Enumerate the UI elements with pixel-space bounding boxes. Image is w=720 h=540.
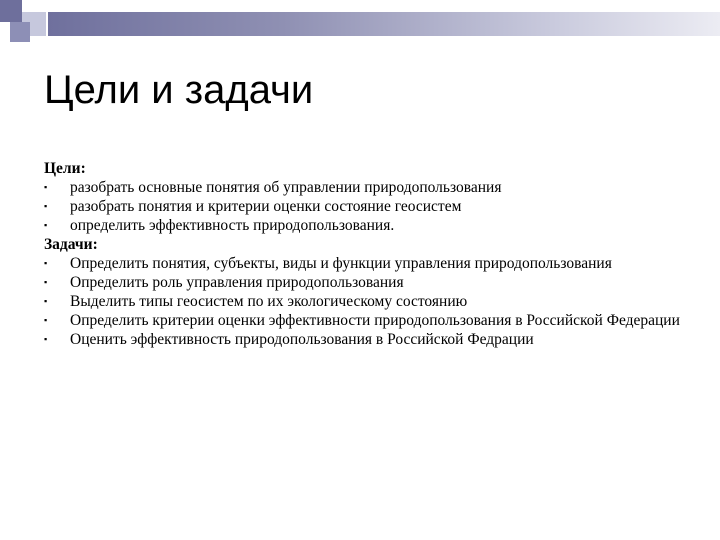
decor-gradient-bar <box>48 12 720 36</box>
list-item <box>44 312 704 329</box>
bullet-icon: ▪ <box>44 182 48 192</box>
list-item <box>44 179 704 196</box>
decor-square-white <box>30 0 44 12</box>
goals-list <box>44 179 704 234</box>
slide-body <box>44 160 704 350</box>
goal-text: разобрать основные понятия об управлении природопользования <box>70 179 502 196</box>
list-item <box>44 331 704 348</box>
task-text: Определить критерии оценки эффективности природопользования в Российской Федерации <box>70 312 680 329</box>
bullet-icon: ▪ <box>44 201 48 211</box>
goal-text: определить эффективность природопользования. <box>70 217 395 234</box>
bullet-icon: ▪ <box>44 277 48 287</box>
decor-square-medium <box>10 22 30 42</box>
list-item <box>44 255 704 272</box>
list-item <box>44 217 704 234</box>
goals-heading: Цели: <box>44 160 86 177</box>
tasks-list <box>44 255 704 348</box>
task-text: Определить роль управления природопользования <box>70 274 404 291</box>
list-item <box>44 274 704 291</box>
slide-title: Цели и задачи <box>44 68 314 112</box>
tasks-heading: Задачи: <box>44 236 98 253</box>
task-text: Определить понятия, субъекты, виды и функции управления природопользования <box>70 255 612 272</box>
task-text: Выделить типы геосистем по их экологическому состоянию <box>70 293 468 310</box>
goal-text: разобрать понятия и критерии оценки состояние геосистем <box>70 198 462 215</box>
list-item <box>44 198 704 215</box>
bullet-icon: ▪ <box>44 258 48 268</box>
decor-square-dark <box>0 0 22 22</box>
bullet-icon: ▪ <box>44 315 48 325</box>
list-item <box>44 293 704 310</box>
bullet-icon: ▪ <box>44 220 48 230</box>
task-text: Оценить эффективность природопользования в Российской Федрации <box>70 331 534 348</box>
bullet-icon: ▪ <box>44 296 48 306</box>
bullet-icon: ▪ <box>44 334 48 344</box>
